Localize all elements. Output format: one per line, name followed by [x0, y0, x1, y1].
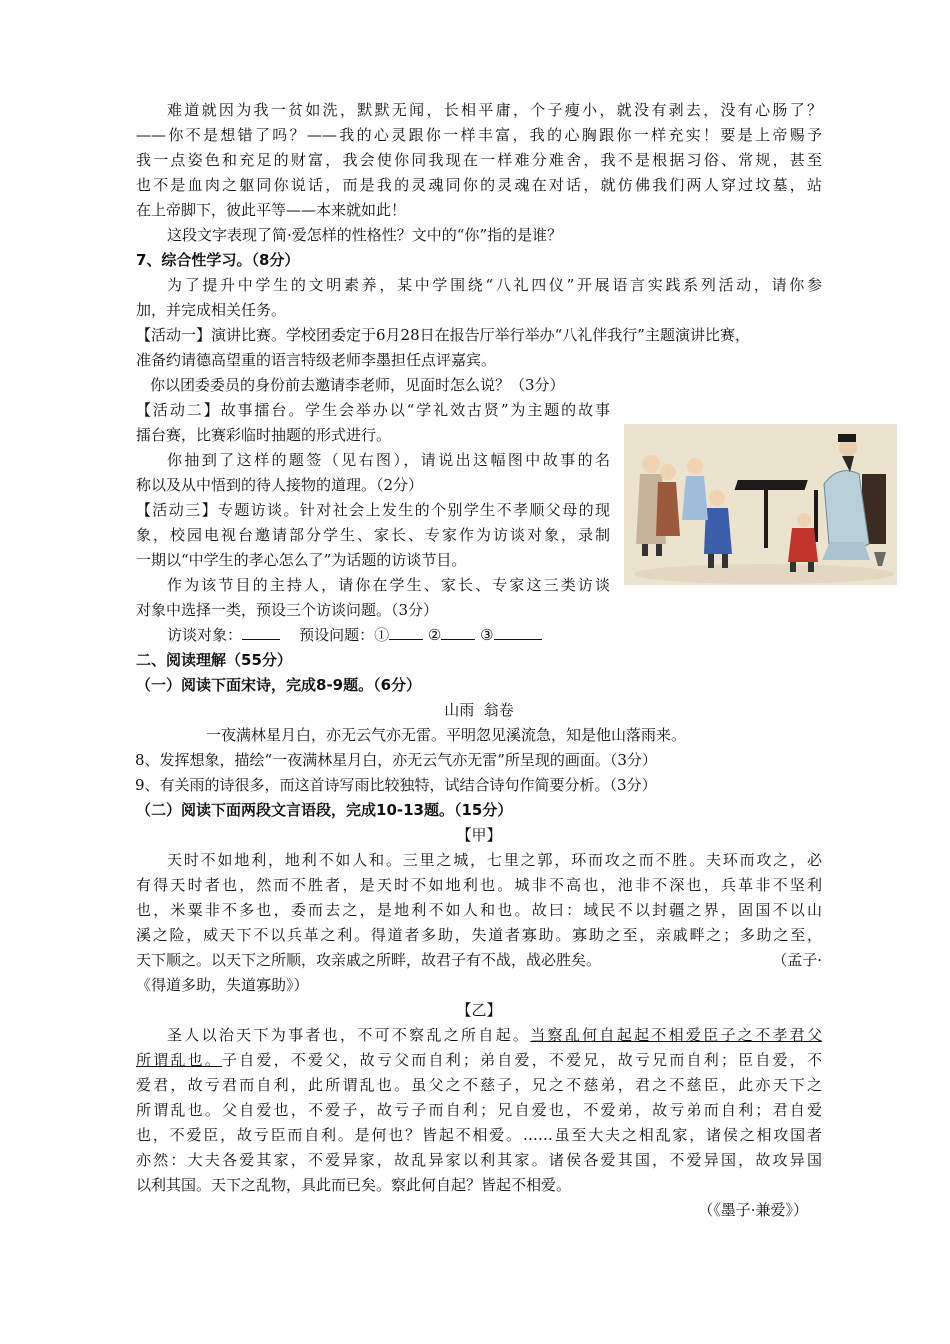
yi-last-line: 以利其国。天下之乱物，具此而已矣。察此何自起？皆起不相爱。: [136, 1176, 572, 1194]
section1-title: （一）阅读下面宋诗，完成8-9题。（6分）: [136, 676, 422, 694]
activity3-line: 一期以“中学生的孝心怎么了”为话题的访谈节目。: [136, 551, 467, 569]
activity3-line: 象，校园电视台邀请部分学生、家长、专家作为访谈对象，录制: [136, 526, 610, 544]
yi-line: 所谓乱也。父自爱也，不爱子，故亏子而自利；兄自爱也，不爱弟，故亏弟而自利；君自爱: [136, 1101, 822, 1119]
activity2-line: 你抽到了这样的题签（见右图），请说出这幅图中故事的名: [167, 451, 610, 469]
yi-line1-text: 圣人以治天下为事者也，不可不察乱之所自起。: [167, 1026, 531, 1044]
activity1-line: 【活动一】演讲比赛。学校团委定于6月28日在报告厅举行举办“八礼伴我行”主题演讲比赛，: [136, 326, 750, 344]
poem-text: 一夜满林星月白，亦无云气亦无雷。平明忽见溪流急，知是他山落雨来。: [206, 726, 687, 744]
yi-source: （《墨子·兼爱》）: [698, 1201, 808, 1219]
exam-page: [136, 98, 822, 1223]
q7-intro-line: 加，并完成相关任务。: [136, 301, 287, 319]
activity2-line: 擂台赛，比赛彩临时抽题的形式进行。: [136, 426, 392, 444]
yi-line: 亦然：大夫各爱其家，不爱异家，故乱异家以利其家。诸侯各爱其国，不爱异国，故攻异国: [136, 1151, 822, 1169]
yi-line: [136, 1048, 822, 1073]
jia-line: 也，米粟非不多也，委而去之，是地利不如人和也。故曰：域民不以封疆之界，固国不以山: [136, 901, 822, 919]
activity1-line: 准备约请德高望重的语言特级老师李墨担任点评嘉宾。: [136, 351, 497, 369]
passage-question: 这段文字表现了简·爱怎样的性格性？文中的“你”指的是谁？: [167, 226, 563, 244]
activity3-line: 对象中选择一类，预设三个访谈问题。（3分）: [136, 601, 439, 619]
poem-title: 山雨: [444, 701, 475, 719]
jia-title: 【甲】: [456, 826, 502, 844]
marker-2: ②: [427, 626, 442, 644]
question-8: 8、发挥想象，描绘“一夜满林星月白，亦无云气亦无雷”所呈现的画面。（3分）: [135, 751, 657, 769]
jia-source-part2: 《得道多助，失道寡助》）: [136, 976, 309, 994]
jia-line: 天时不如地利，地利不如人和。三里之城，七里之郭，环而攻之而不胜。夫环而攻之，必: [167, 851, 822, 869]
interview-answer-line: [136, 623, 822, 648]
interview-target-blank[interactable]: [242, 624, 280, 640]
yi-line: [136, 1023, 822, 1048]
question-blank-3[interactable]: [494, 624, 542, 640]
activity1-line: 你以团委委员的身份前去邀请李老师，见面时怎么说？（3分）: [150, 376, 565, 394]
yi-line2-text: 子自爱，不爱父，故亏父而自利；弟自爱，不爱兄，故亏兄而自利；臣自爱，不: [222, 1051, 822, 1069]
yi-line: 也，不爱臣，故亏臣而自利。是何也？皆起不相爱。……虽至大夫之相乱家，诸侯之相攻国者: [136, 1126, 822, 1144]
interview-label: 访谈对象：: [167, 626, 243, 644]
yi-title: 【乙】: [456, 1001, 502, 1019]
marker-3: ③: [480, 626, 494, 644]
yi-underlined-text: 所谓乱也。: [136, 1051, 223, 1069]
question-9: 9、有关雨的诗很多，而这首诗写雨比较独特，试结合诗句作简要分析。（3分）: [135, 776, 657, 794]
jia-last-text: 天下顺之。以天下之所顺，攻亲戚之所畔，故君子有不战，战必胜矣。: [136, 951, 602, 969]
question-blank-2[interactable]: [441, 624, 475, 640]
question-blank-1[interactable]: [389, 624, 423, 640]
yi-line: 爱君，故亏君而自利，此所谓乱也。虽父之不慈子，兄之不慈弟，君之不慈臣，此亦天下之: [136, 1076, 822, 1094]
passage-line: ——你不是想错了吗？——我的心灵跟你一样丰富，我的心胸跟你一样充实！要是上帝赐予: [136, 126, 822, 144]
preset-label: 预设问题：: [299, 626, 375, 644]
passage-line: 在上帝脚下，彼此平等——本来就如此！: [136, 201, 407, 219]
activity3-line: 【活动三】专题访谈。针对社会上发生的个别学生不孝顺父母的现: [136, 501, 610, 519]
q7-title: 7、综合性学习。（8分）: [136, 251, 300, 269]
activity2-line: 称以及从中悟到的待人接物的道理。（2分）: [136, 476, 424, 494]
poem-author: 翁卷: [483, 701, 514, 719]
passage-line: 也不是血肉之躯同你说话，而是我的灵魂同你的灵魂在对话，就仿佛我们两人穿过坟墓，站: [136, 176, 822, 194]
jia-line: 溪之险，威天下不以兵革之利。得道者多助，失道者寡助。寡助之至，亲戚畔之；多助之至，: [136, 926, 822, 944]
passage-line: 难道就因为我一贫如洗，默默无闻，长相平庸，个子瘦小，就没有剥去，没有心肠了？: [167, 101, 822, 119]
jia-source-part1: （孟子·: [772, 951, 822, 969]
yi-underlined-text: 当察乱何自起起不相爱臣子之不孝君父: [530, 1026, 822, 1044]
illustration-drawing: [624, 424, 897, 585]
activity3-line: 作为该节目的主持人，请你在学生、家长、专家这三类访谈: [167, 576, 610, 594]
poem-heading: [136, 698, 822, 723]
section2-title: （二）阅读下面两段文言语段，完成10-13题。（15分）: [136, 801, 513, 819]
story-illustration: [624, 424, 897, 585]
jia-last-line: [136, 948, 822, 973]
jia-line: 有得天时者也，然而不胜者，是天时不如地利也。城非不高也，池非不深也，兵革非不坚利: [136, 876, 822, 894]
part2-title: 二、阅读理解（55分）: [136, 651, 292, 669]
q7-intro-line: 为了提升中学生的文明素养，某中学围绕“八礼四仪”开展语言实践系列活动，请你参: [167, 276, 822, 294]
activity2-line: 【活动二】故事擂台。学生会举办以“学礼效古贤”为主题的故事: [136, 401, 610, 419]
passage-line: 我一点姿色和充足的财富，我会使你同我现在一样难分难舍，我不是根据习俗、常规，甚至: [136, 151, 822, 169]
marker-1: ①: [374, 626, 390, 644]
